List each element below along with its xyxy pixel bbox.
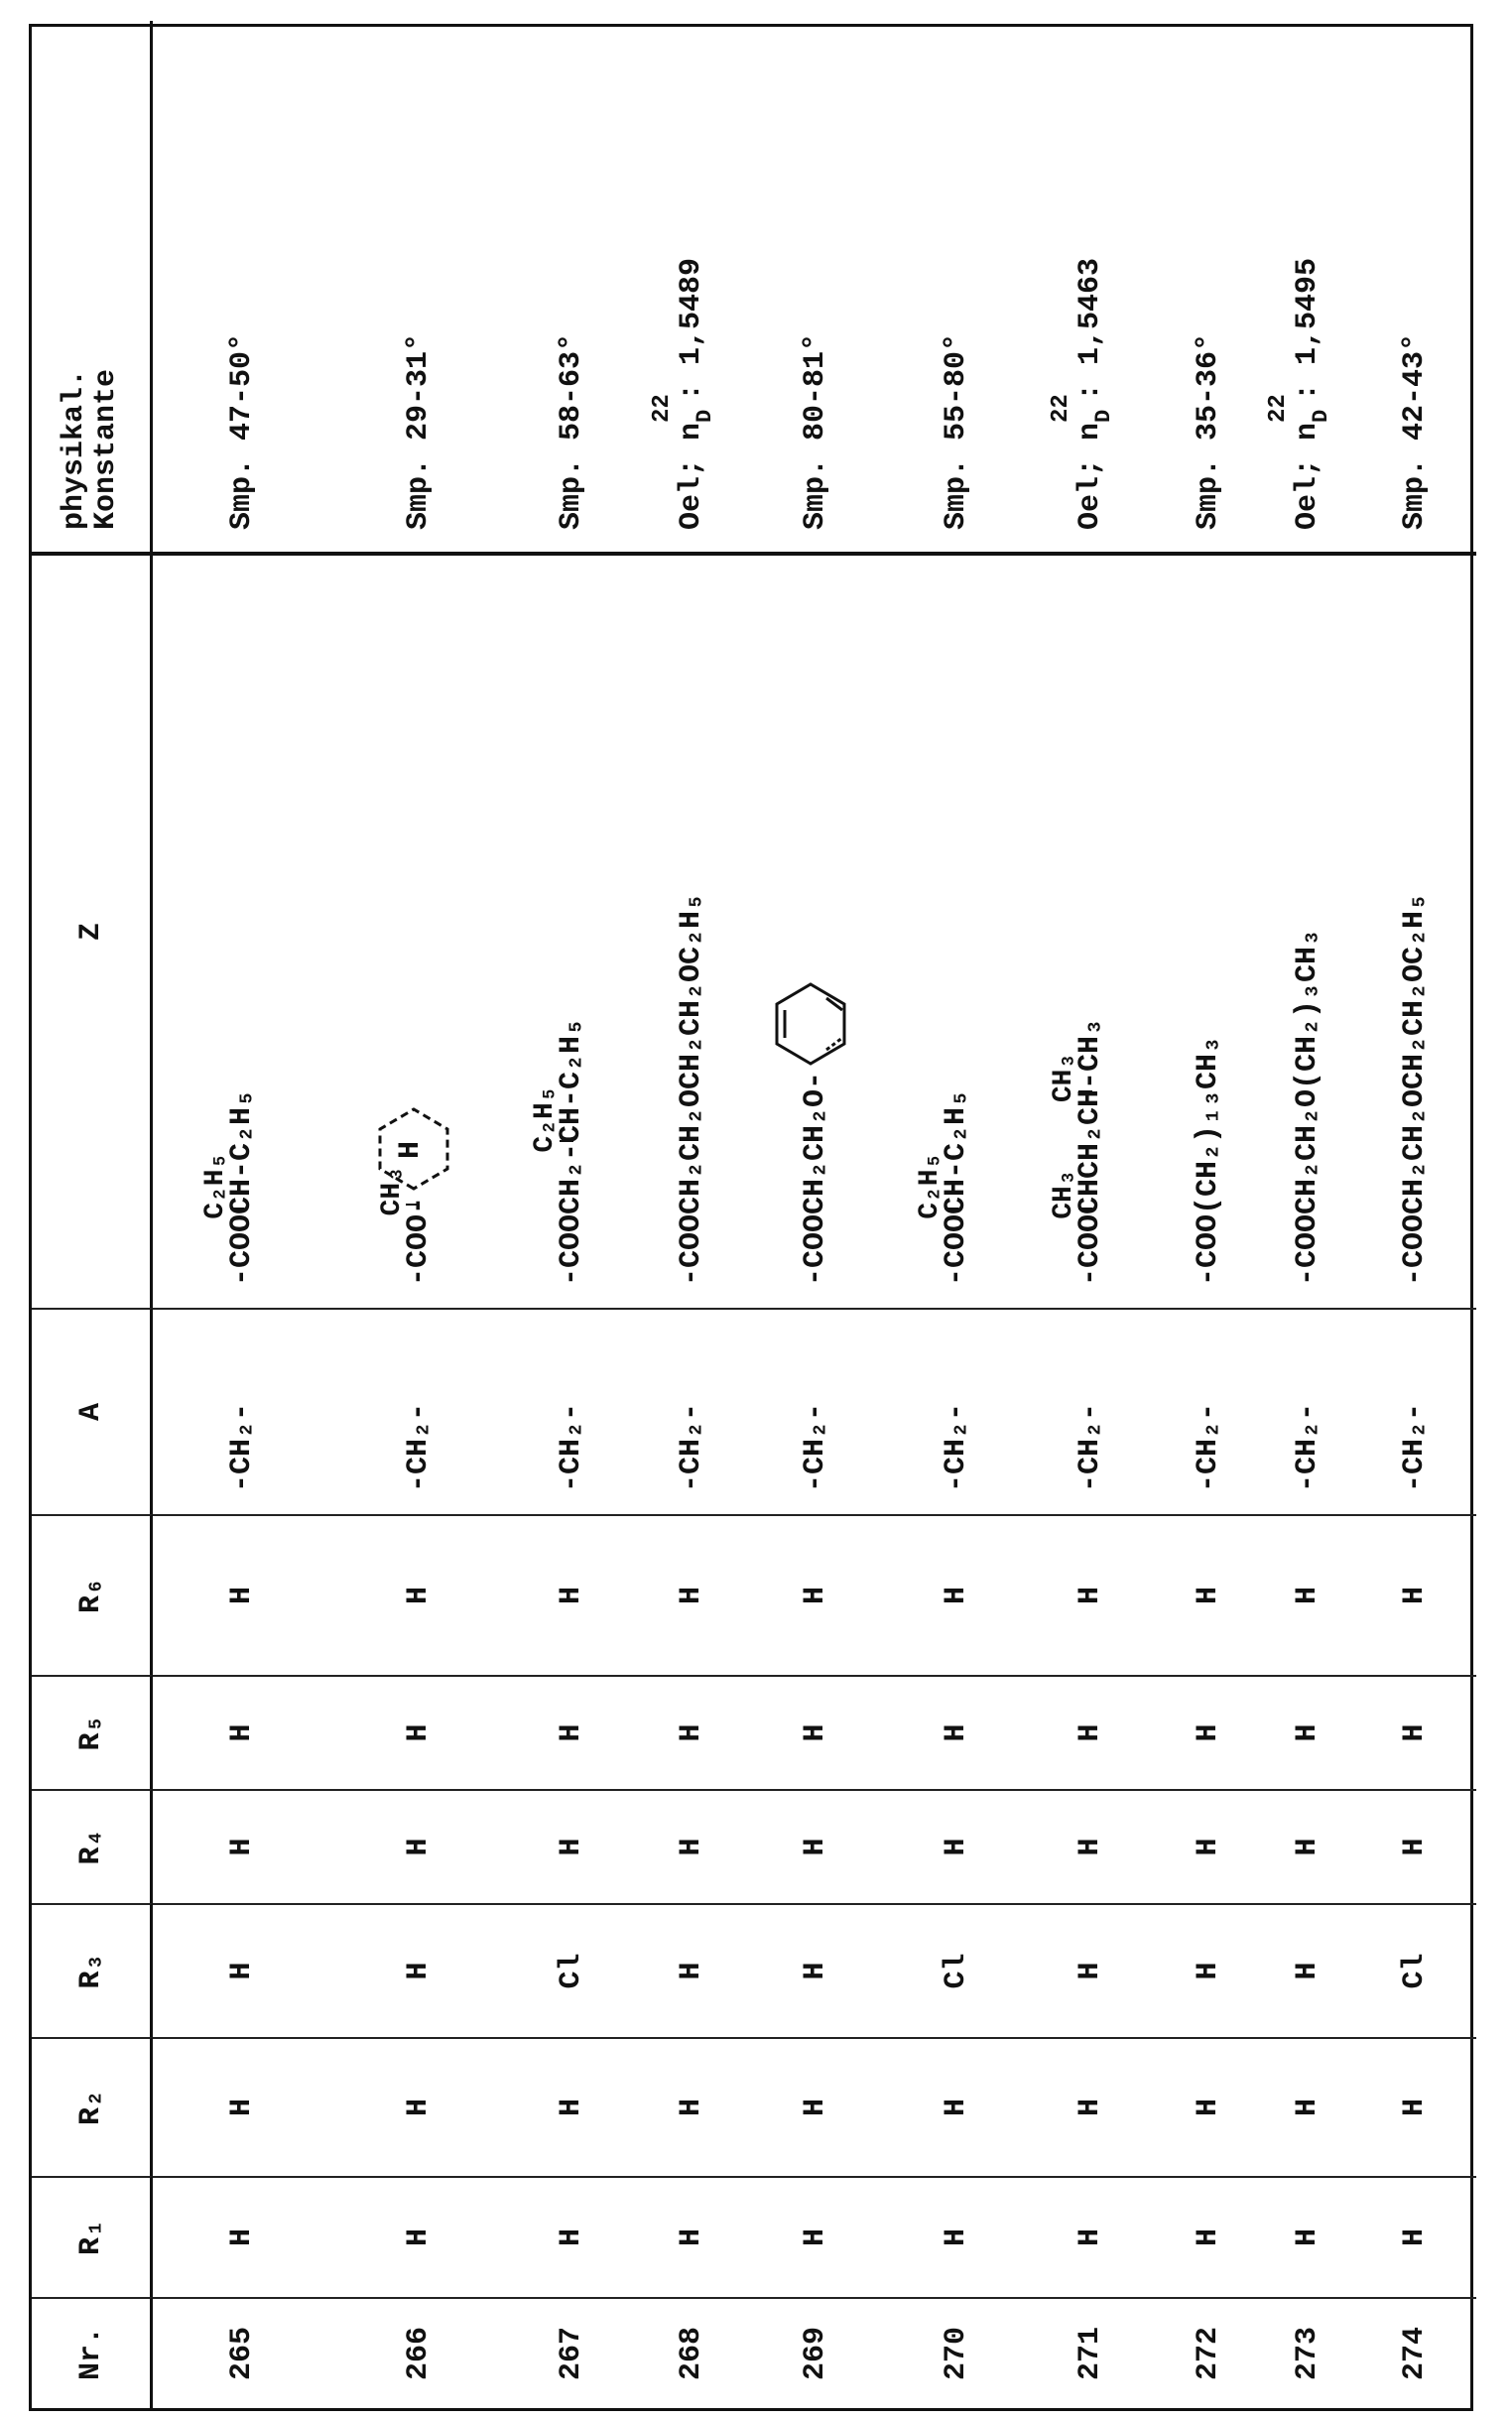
header-r5 bbox=[32, 1675, 153, 1789]
refractive-value: : 1,5495 bbox=[1291, 258, 1324, 401]
cell-r3 bbox=[744, 1903, 886, 2037]
phys-value: Smp. 29-31° bbox=[402, 333, 436, 530]
cell-r2 bbox=[505, 2037, 638, 2176]
cell-r5 bbox=[153, 1675, 331, 1789]
ring-label: H bbox=[394, 1141, 428, 1159]
cell-a bbox=[886, 1308, 1027, 1514]
r2-value: H bbox=[1192, 2099, 1225, 2116]
cell-r2 bbox=[886, 2037, 1027, 2176]
a-value: -CH₂- bbox=[675, 1403, 708, 1492]
header-r3 bbox=[32, 1903, 153, 2037]
cell-phys bbox=[886, 21, 1027, 552]
cell-r1 bbox=[1154, 2176, 1262, 2297]
header-label-r1: R₁ bbox=[74, 2220, 108, 2255]
r2-value: H bbox=[555, 2099, 588, 2116]
z-main: -COOCH₂CH₂O- bbox=[799, 1072, 832, 1286]
r6-value: H bbox=[799, 1587, 832, 1604]
r5-value: H bbox=[1192, 1724, 1225, 1742]
cell-r1 bbox=[505, 2176, 638, 2297]
cell-r4 bbox=[505, 1789, 638, 1903]
cell-z bbox=[744, 552, 886, 1308]
cell-r2 bbox=[331, 2037, 505, 2176]
cell-r5 bbox=[1352, 1675, 1476, 1789]
header-phys bbox=[32, 21, 153, 552]
header-label-a: A bbox=[74, 1403, 108, 1421]
cell-r5 bbox=[1027, 1675, 1154, 1789]
r3-value: Cl bbox=[940, 1954, 973, 1989]
cell-r6 bbox=[1027, 1514, 1154, 1675]
r4-value: H bbox=[1073, 1839, 1107, 1856]
header-r6 bbox=[32, 1514, 153, 1675]
r5-value: H bbox=[799, 1724, 832, 1742]
header-r2 bbox=[32, 2037, 153, 2176]
cell-a bbox=[331, 1308, 505, 1514]
header-label-z: Z bbox=[74, 923, 108, 941]
nr-value: 268 bbox=[675, 2327, 708, 2380]
r3-value: H bbox=[1192, 1963, 1225, 1980]
z-formula bbox=[799, 1072, 832, 1286]
cell-phys bbox=[505, 21, 638, 552]
temperature: 22 bbox=[649, 394, 676, 423]
z-formula bbox=[402, 1197, 436, 1286]
cell-a bbox=[1027, 1308, 1154, 1514]
cell-z bbox=[1262, 552, 1352, 1308]
cell-nr bbox=[331, 2297, 505, 2408]
cell-nr bbox=[744, 2297, 886, 2408]
cell-a bbox=[638, 1308, 744, 1514]
r4-value: H bbox=[225, 1839, 259, 1856]
r6-value: H bbox=[940, 1587, 973, 1604]
z-formula bbox=[555, 1018, 588, 1286]
r4-value: H bbox=[1192, 1839, 1225, 1856]
cell-phys bbox=[1154, 21, 1262, 552]
cell-z bbox=[1352, 552, 1476, 1308]
cell-z bbox=[505, 552, 638, 1308]
phys-value: Oel; bbox=[1291, 458, 1324, 530]
cell-r1 bbox=[153, 2176, 331, 2297]
cell-r2 bbox=[744, 2037, 886, 2176]
cell-nr bbox=[1262, 2297, 1352, 2408]
cell-r1 bbox=[1352, 2176, 1476, 2297]
phys-value: Smp. 55-80° bbox=[940, 333, 973, 530]
cell-r3 bbox=[1154, 1903, 1262, 2037]
z-formula bbox=[1073, 1018, 1107, 1286]
a-value: -CH₂- bbox=[1192, 1403, 1225, 1492]
cell-r3 bbox=[1352, 1903, 1476, 2037]
cell-z bbox=[1154, 552, 1262, 1308]
n-symbol: n bbox=[1291, 423, 1324, 441]
r3-value: Cl bbox=[1398, 1954, 1432, 1989]
cyclohexyl-ring-icon bbox=[374, 1099, 463, 1199]
header-label-r5: R₅ bbox=[74, 1716, 108, 1751]
z-branch: C₂H₅ bbox=[200, 1153, 231, 1219]
z-main: -COOCH-C₂H₅ bbox=[940, 1089, 973, 1286]
cell-nr bbox=[886, 2297, 1027, 2408]
header-z bbox=[32, 552, 153, 1308]
r3-value: H bbox=[1073, 1963, 1107, 1980]
z-branch: CH₃ bbox=[1049, 1169, 1079, 1218]
z-formula bbox=[1291, 929, 1324, 1286]
r4-value: H bbox=[675, 1839, 708, 1856]
r2-value: H bbox=[225, 2099, 259, 2116]
z-main: -COOCH₂CH₂OCH₂CH₂OC₂H₅ bbox=[1398, 893, 1432, 1286]
header-r1 bbox=[32, 2176, 153, 2297]
cell-phys bbox=[744, 21, 886, 552]
cell-z bbox=[153, 552, 331, 1308]
z-main: -COOCH₂CH₂OCH₂CH₂OC₂H₅ bbox=[675, 893, 708, 1286]
cell-a bbox=[505, 1308, 638, 1514]
cell-r6 bbox=[505, 1514, 638, 1675]
r1-value: H bbox=[402, 2229, 436, 2246]
r2-value: H bbox=[1073, 2099, 1107, 2116]
r6-value: H bbox=[1398, 1587, 1432, 1604]
refractive-value: : 1,5463 bbox=[1073, 258, 1107, 401]
nr-value: 273 bbox=[1291, 2327, 1324, 2380]
a-value: -CH₂- bbox=[1073, 1403, 1107, 1492]
nr-value: 274 bbox=[1398, 2327, 1432, 2380]
phys-value: Smp. 80-81° bbox=[799, 333, 832, 530]
r5-value: H bbox=[402, 1724, 436, 1742]
cell-r1 bbox=[638, 2176, 744, 2297]
r3-value: H bbox=[1291, 1963, 1324, 1980]
r3-value: H bbox=[402, 1963, 436, 1980]
phys-value: Oel; bbox=[1073, 458, 1107, 530]
phenyl-ring-icon bbox=[771, 974, 860, 1074]
z-formula bbox=[1398, 893, 1432, 1286]
r5-value: H bbox=[555, 1724, 588, 1742]
a-value: -CH₂- bbox=[1291, 1403, 1324, 1492]
cell-z bbox=[638, 552, 744, 1308]
cell-r2 bbox=[1262, 2037, 1352, 2176]
r5-value: H bbox=[675, 1724, 708, 1742]
z-formula bbox=[940, 1089, 973, 1286]
phys-value: Oel; bbox=[675, 458, 708, 530]
r3-value: H bbox=[225, 1963, 259, 1980]
refractive-index bbox=[675, 423, 708, 441]
a-value: -CH₂- bbox=[402, 1403, 436, 1492]
cell-r4 bbox=[1154, 1789, 1262, 1903]
cell-phys bbox=[638, 21, 744, 552]
cell-r6 bbox=[886, 1514, 1027, 1675]
cell-nr bbox=[1154, 2297, 1262, 2408]
r1-value: H bbox=[940, 2229, 973, 2246]
a-value: -CH₂- bbox=[940, 1403, 973, 1492]
cell-r3 bbox=[505, 1903, 638, 2037]
r1-value: H bbox=[1192, 2229, 1225, 2246]
cell-z bbox=[331, 552, 505, 1308]
cell-r6 bbox=[1262, 1514, 1352, 1675]
d-line: D bbox=[693, 410, 717, 423]
d-line: D bbox=[1309, 410, 1333, 423]
cell-r3 bbox=[331, 1903, 505, 2037]
r2-value: H bbox=[940, 2099, 973, 2116]
cell-phys bbox=[1262, 21, 1352, 552]
z-formula bbox=[1192, 1036, 1225, 1286]
d-line: D bbox=[1091, 410, 1116, 423]
temperature: 22 bbox=[1048, 394, 1074, 423]
cell-r1 bbox=[744, 2176, 886, 2297]
nr-value: 271 bbox=[1073, 2327, 1107, 2380]
r2-value: H bbox=[799, 2099, 832, 2116]
r1-value: H bbox=[225, 2229, 259, 2246]
cell-r1 bbox=[331, 2176, 505, 2297]
cell-r2 bbox=[1352, 2037, 1476, 2176]
cell-r4 bbox=[638, 1789, 744, 1903]
cell-a bbox=[744, 1308, 886, 1514]
r1-value: H bbox=[1073, 2229, 1107, 2246]
refractive-index bbox=[1073, 423, 1107, 441]
nr-value: 267 bbox=[555, 2327, 588, 2380]
cell-a bbox=[153, 1308, 331, 1514]
z-main: -COOCH₂-CH-C₂H₅ bbox=[555, 1018, 588, 1286]
header-label-r6: R₆ bbox=[74, 1578, 108, 1613]
n-symbol: n bbox=[675, 423, 708, 441]
a-value: -CH₂- bbox=[799, 1403, 832, 1492]
cell-r1 bbox=[886, 2176, 1027, 2297]
cell-r6 bbox=[1352, 1514, 1476, 1675]
r6-value: H bbox=[1192, 1587, 1225, 1604]
cell-nr bbox=[153, 2297, 331, 2408]
r6-value: H bbox=[225, 1587, 259, 1604]
cell-phys bbox=[153, 21, 331, 552]
r4-value: H bbox=[1291, 1839, 1324, 1856]
cell-phys bbox=[331, 21, 505, 552]
r1-value: H bbox=[799, 2229, 832, 2246]
cell-r6 bbox=[331, 1514, 505, 1675]
refractive-index bbox=[1291, 423, 1324, 441]
cell-r4 bbox=[886, 1789, 1027, 1903]
r2-value: H bbox=[1291, 2099, 1324, 2116]
cell-r5 bbox=[744, 1675, 886, 1789]
cell-phys bbox=[1352, 21, 1476, 552]
r3-value: H bbox=[799, 1963, 832, 1980]
r2-value: H bbox=[402, 2099, 436, 2116]
r5-value: H bbox=[1291, 1724, 1324, 1742]
nr-value: 270 bbox=[940, 2327, 973, 2380]
cell-a bbox=[1262, 1308, 1352, 1514]
r1-value: H bbox=[1398, 2229, 1432, 2246]
nr-value: 272 bbox=[1192, 2327, 1225, 2380]
r1-value: H bbox=[1291, 2229, 1324, 2246]
cell-r6 bbox=[153, 1514, 331, 1675]
z-main: -COO(CH₂)₁₃CH₃ bbox=[1192, 1036, 1225, 1286]
r6-value: H bbox=[555, 1587, 588, 1604]
cell-r3 bbox=[1262, 1903, 1352, 2037]
z-branch: CH₃ bbox=[377, 1166, 408, 1215]
z-main: -COOCHCH₂CH-CH₃ bbox=[1073, 1018, 1107, 1286]
cell-r5 bbox=[1262, 1675, 1352, 1789]
cell-z bbox=[1027, 552, 1154, 1308]
cell-a bbox=[1352, 1308, 1476, 1514]
header-label-r4: R₄ bbox=[74, 1830, 108, 1865]
cell-r4 bbox=[1027, 1789, 1154, 1903]
refractive-value: : 1,5489 bbox=[675, 258, 708, 401]
z-formula bbox=[675, 893, 708, 1286]
phys-value: Smp. 35-36° bbox=[1192, 333, 1225, 530]
cell-r3 bbox=[1027, 1903, 1154, 2037]
cell-r6 bbox=[638, 1514, 744, 1675]
cell-r5 bbox=[638, 1675, 744, 1789]
header-label-nr: Nr. bbox=[74, 2327, 108, 2380]
header-label-phys: physikal. Konstante bbox=[60, 331, 122, 530]
header-label-r2: R₂ bbox=[74, 2090, 108, 2125]
cell-r1 bbox=[1027, 2176, 1154, 2297]
r5-value: H bbox=[1398, 1724, 1432, 1742]
cell-r3 bbox=[638, 1903, 744, 2037]
z-main: -COOCH-C₂H₅ bbox=[225, 1089, 259, 1286]
cell-r6 bbox=[744, 1514, 886, 1675]
z-branch: C₂H₅ bbox=[530, 1085, 561, 1152]
nr-value: 265 bbox=[225, 2327, 259, 2380]
r4-value: H bbox=[1398, 1839, 1432, 1856]
r5-value: H bbox=[225, 1724, 259, 1742]
r2-value: H bbox=[1398, 2099, 1432, 2116]
cell-r2 bbox=[1154, 2037, 1262, 2176]
cell-r4 bbox=[1352, 1789, 1476, 1903]
cell-r4 bbox=[1262, 1789, 1352, 1903]
r5-value: H bbox=[940, 1724, 973, 1742]
header-r4 bbox=[32, 1789, 153, 1903]
r1-value: H bbox=[675, 2229, 708, 2246]
cell-a bbox=[1154, 1308, 1262, 1514]
cell-r4 bbox=[744, 1789, 886, 1903]
cell-r5 bbox=[1154, 1675, 1262, 1789]
r2-value: H bbox=[675, 2099, 708, 2116]
z-branch: C₂H₅ bbox=[915, 1153, 945, 1219]
cell-r2 bbox=[638, 2037, 744, 2176]
n-symbol: n bbox=[1073, 423, 1107, 441]
z-formula bbox=[225, 1089, 259, 1286]
r6-value: H bbox=[675, 1587, 708, 1604]
nr-value: 266 bbox=[402, 2327, 436, 2380]
cell-r1 bbox=[1262, 2176, 1352, 2297]
z-main: -COO- bbox=[402, 1197, 436, 1286]
z-branch: CH₃ bbox=[1049, 1053, 1079, 1102]
r6-value: H bbox=[402, 1587, 436, 1604]
r4-value: H bbox=[799, 1839, 832, 1856]
cell-r2 bbox=[153, 2037, 331, 2176]
r4-value: H bbox=[940, 1839, 973, 1856]
compound-table bbox=[29, 24, 1473, 2411]
r4-value: H bbox=[402, 1839, 436, 1856]
cell-r5 bbox=[331, 1675, 505, 1789]
cell-z bbox=[886, 552, 1027, 1308]
cell-nr bbox=[505, 2297, 638, 2408]
rotated-page bbox=[0, 0, 1512, 2420]
phys-value: Smp. 42-43° bbox=[1398, 333, 1432, 530]
z-main: -COOCH₂CH₂O(CH₂)₃CH₃ bbox=[1291, 929, 1324, 1286]
cell-r3 bbox=[886, 1903, 1027, 2037]
cell-nr bbox=[1027, 2297, 1154, 2408]
r6-value: H bbox=[1073, 1587, 1107, 1604]
cell-r4 bbox=[331, 1789, 505, 1903]
a-value: -CH₂- bbox=[225, 1403, 259, 1492]
a-value: -CH₂- bbox=[1398, 1403, 1432, 1492]
cell-r3 bbox=[153, 1903, 331, 2037]
header-nr bbox=[32, 2297, 153, 2408]
phys-value: Smp. 47-50° bbox=[225, 333, 259, 530]
cell-r4 bbox=[153, 1789, 331, 1903]
r3-value: H bbox=[675, 1963, 708, 1980]
header-a bbox=[32, 1308, 153, 1514]
temperature: 22 bbox=[1265, 394, 1292, 423]
cell-r2 bbox=[1027, 2037, 1154, 2176]
a-value: -CH₂- bbox=[555, 1403, 588, 1492]
cell-nr bbox=[638, 2297, 744, 2408]
cell-phys bbox=[1027, 21, 1154, 552]
r5-value: H bbox=[1073, 1724, 1107, 1742]
r4-value: H bbox=[555, 1839, 588, 1856]
cell-r5 bbox=[505, 1675, 638, 1789]
header-label-r3: R₃ bbox=[74, 1954, 108, 1989]
cell-r5 bbox=[886, 1675, 1027, 1789]
phys-value: Smp. 58-63° bbox=[555, 333, 588, 530]
nr-value: 269 bbox=[799, 2327, 832, 2380]
cell-nr bbox=[1352, 2297, 1476, 2408]
cell-r6 bbox=[1154, 1514, 1262, 1675]
r3-value: Cl bbox=[555, 1954, 588, 1989]
r1-value: H bbox=[555, 2229, 588, 2246]
r6-value: H bbox=[1291, 1587, 1324, 1604]
